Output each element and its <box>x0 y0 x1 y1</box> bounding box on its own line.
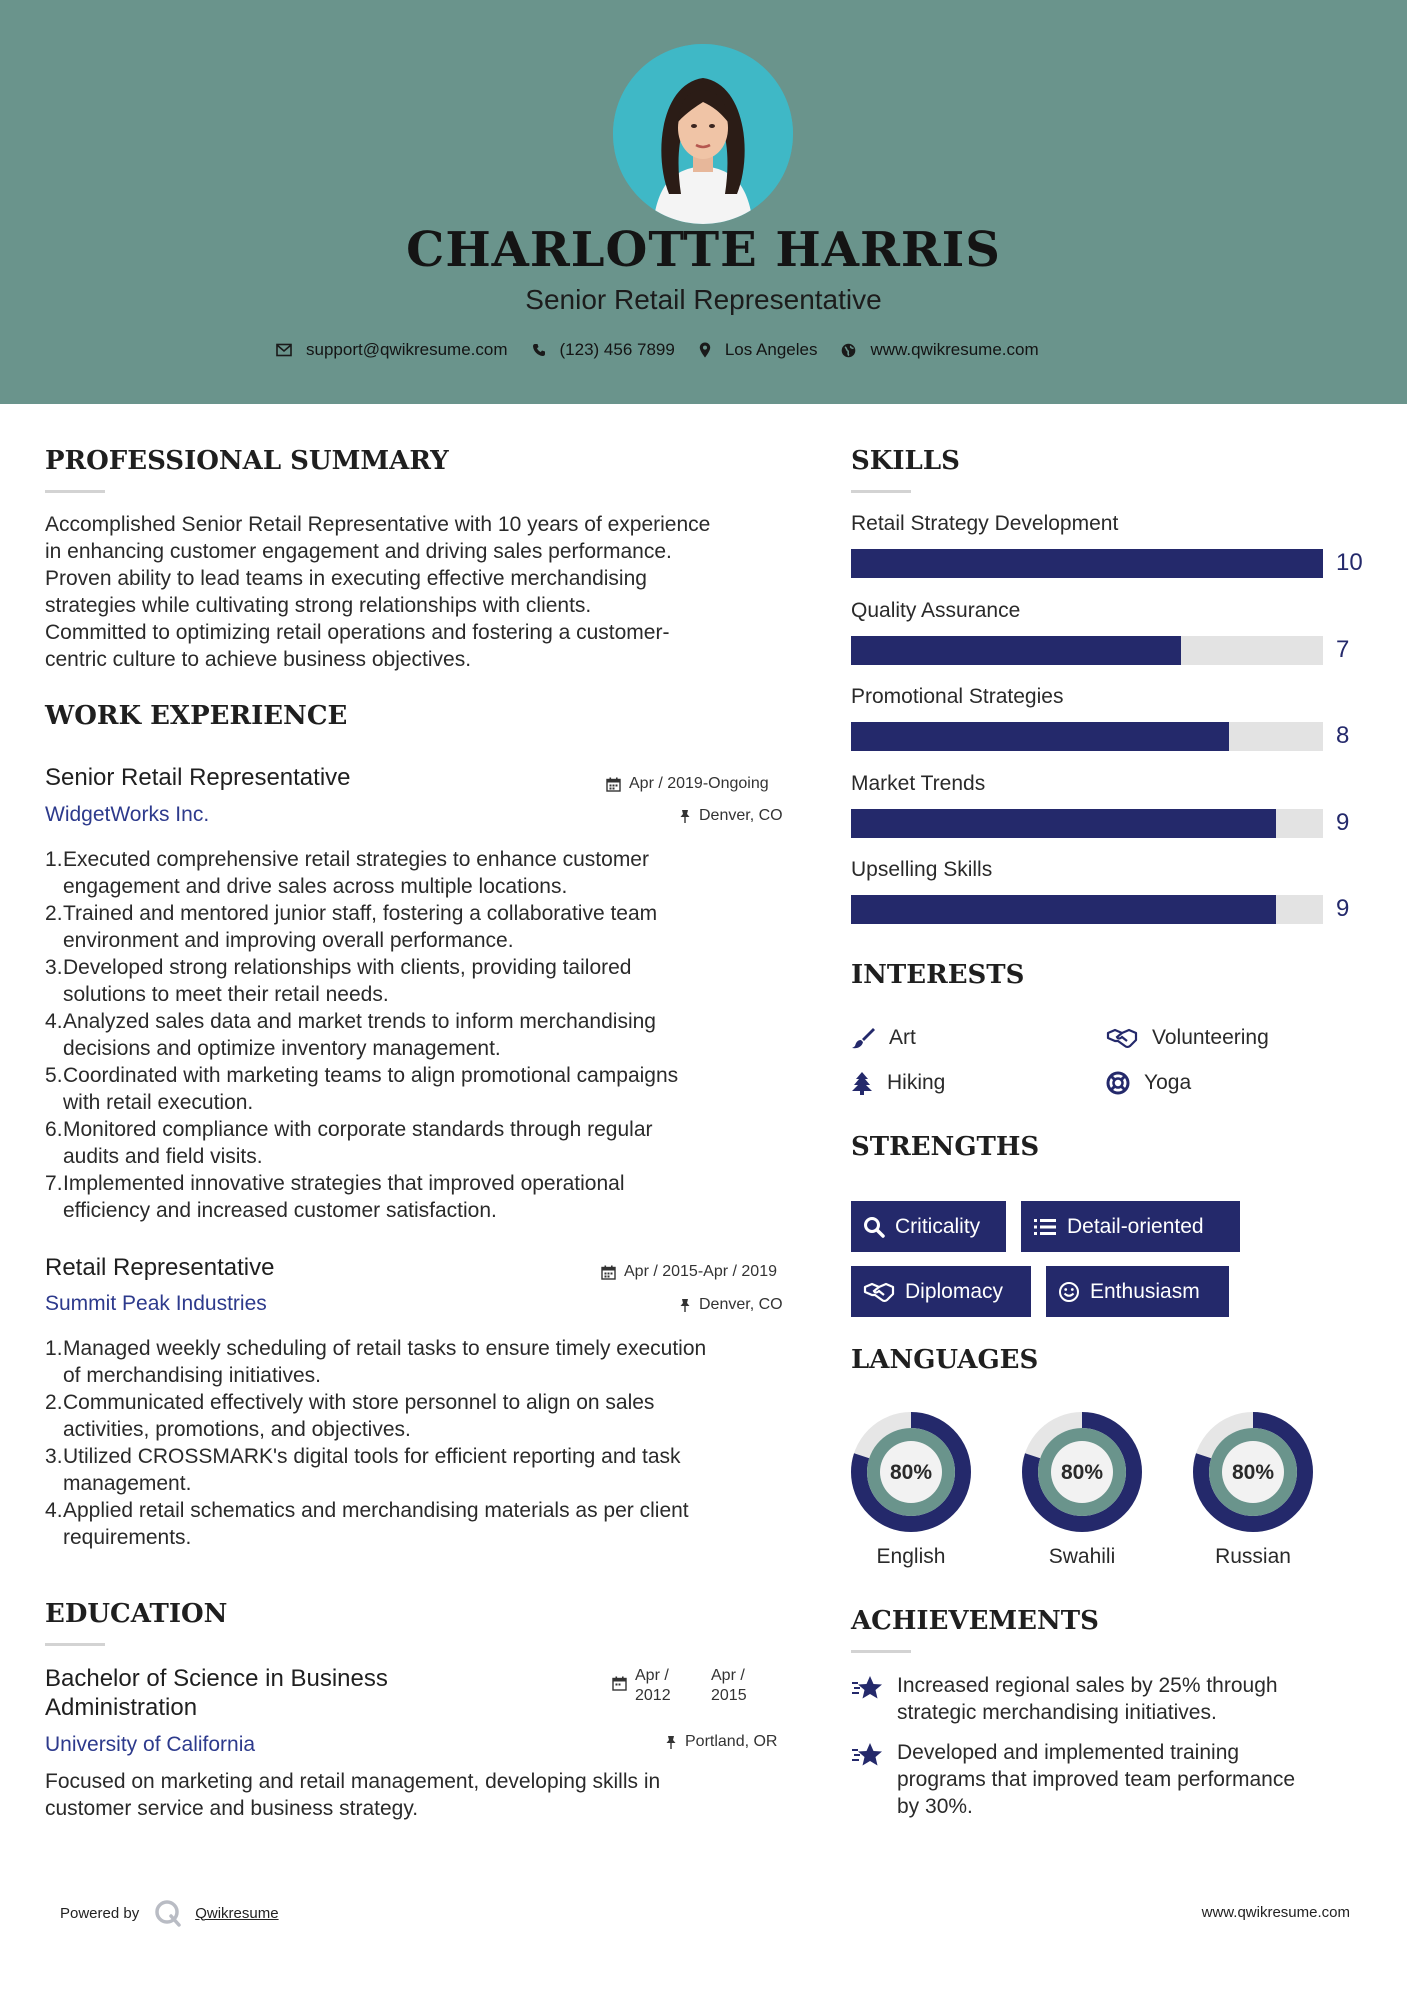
job-location-text: Denver, CO <box>699 807 783 824</box>
job-responsibilities <box>45 846 823 1224</box>
language-name: Swahili <box>1048 1545 1116 1568</box>
interest-label: Volunteering <box>1152 1026 1269 1049</box>
strength-enthusiasm <box>1046 1266 1229 1317</box>
summary-heading-underline <box>45 490 105 493</box>
profile-photo <box>613 44 793 224</box>
summary-heading: PROFESSIONAL SUMMARY <box>45 446 449 476</box>
language-progress-ring <box>1191 1410 1315 1534</box>
strength-criticality <box>851 1201 1006 1252</box>
achievement-line: by 30%. <box>897 1795 973 1818</box>
achievement-line: programs that improved team performance <box>897 1768 1296 1791</box>
list-item-line: decisions and optimize inventory management. <box>63 1037 501 1060</box>
skills-heading: SKILLS <box>851 446 960 476</box>
education-dates <box>612 1666 747 1706</box>
achievements-heading: ACHIEVEMENTS <box>851 1606 1099 1636</box>
job-title: Retail Representative <box>45 1254 275 1281</box>
achievement-line: Developed and implemented training <box>897 1741 1240 1764</box>
job-location <box>679 1296 783 1314</box>
list-item <box>63 1497 823 1551</box>
job-location <box>679 807 783 825</box>
job-responsibilities <box>45 1335 823 1551</box>
phone-text: (123) 456 7899 <box>559 340 675 359</box>
education-location <box>665 1733 777 1751</box>
list-item-line: Coordinated with marketing teams to align promotional campaigns <box>63 1064 679 1087</box>
envelope-icon <box>276 343 292 357</box>
strength-label: Diplomacy <box>905 1279 1004 1303</box>
education-location-text: Portland, OR <box>685 1733 778 1750</box>
skill-value: 9 <box>1336 895 1350 922</box>
calendar-icon <box>601 1265 616 1280</box>
calendar-icon <box>612 1676 627 1691</box>
qwikresume-logo-icon <box>153 1898 183 1928</box>
language-percent-label: 80% <box>1060 1461 1104 1484</box>
interest-hiking <box>851 1071 945 1095</box>
degree-line: Bachelor of Science in Business <box>45 1665 388 1692</box>
contact-info <box>276 336 1063 364</box>
language-percent-label: 80% <box>1231 1461 1275 1484</box>
handshake-icon <box>1106 1027 1138 1049</box>
smile-icon <box>1058 1281 1080 1303</box>
skill-bar-fill <box>851 895 1276 924</box>
achievement-line: Increased regional sales by 25% through <box>897 1674 1278 1697</box>
map-pin-icon <box>699 342 711 358</box>
degree-line: Administration <box>45 1694 198 1721</box>
interest-label: Art <box>889 1026 916 1049</box>
star-award-icon <box>851 1674 883 1702</box>
pushpin-icon <box>679 1298 691 1312</box>
website-text: www.qwikresume.com <box>870 340 1039 359</box>
education-end-year: 2015 <box>711 1687 747 1704</box>
skill-value: 9 <box>1336 808 1350 836</box>
strength-detail-oriented <box>1021 1201 1240 1252</box>
phone-icon <box>532 343 546 357</box>
skill-bar-track <box>851 895 1323 924</box>
skill-name: Market Trends <box>851 771 986 795</box>
list-item-line: Managed weekly scheduling of retail tasks to ensure timely execution <box>63 1337 707 1360</box>
skill-bar-track <box>851 549 1323 578</box>
strengths-heading: STRENGTHS <box>851 1132 1040 1162</box>
education-end-month: Apr / <box>711 1667 745 1684</box>
list-item-line: activities, promotions, and objectives. <box>63 1418 411 1441</box>
summary-line: Proven ability to lead teams in executing effective merchandising <box>45 567 647 590</box>
company-name: WidgetWorks Inc. <box>45 803 210 826</box>
skill-name: Upselling Skills <box>851 858 993 881</box>
language-name: English <box>876 1545 946 1568</box>
education-heading: EDUCATION <box>45 1599 228 1629</box>
job-dates <box>601 1263 777 1281</box>
skill-value: 7 <box>1336 635 1350 663</box>
interest-volunteering <box>1106 1026 1269 1050</box>
search-icon <box>863 1216 885 1238</box>
pushpin-icon <box>679 809 691 823</box>
handshake-icon <box>863 1281 895 1303</box>
education-description-line: Focused on marketing and retail management, developing skills in <box>45 1770 661 1793</box>
education-start-year: 2012 <box>635 1687 671 1704</box>
list-item-line: requirements. <box>63 1526 192 1549</box>
list-item-line: Trained and mentored junior staff, fostering a collaborative team <box>63 902 658 925</box>
company-name: Summit Peak Industries <box>45 1292 267 1315</box>
candidate-name: CHARLOTTE HARRIS <box>406 222 1001 278</box>
list-item <box>63 954 823 1008</box>
list-item <box>63 1062 823 1116</box>
education-start-month: Apr / <box>635 1667 669 1684</box>
skill-name: Quality Assurance <box>851 598 1021 622</box>
education-heading-underline <box>45 1643 105 1646</box>
language-name: Russian <box>1215 1545 1291 1568</box>
globe-icon <box>841 343 856 358</box>
skill-bar-fill <box>851 809 1276 838</box>
language-percent-label: 80% <box>889 1461 933 1484</box>
list-item <box>63 1443 823 1497</box>
summary-text <box>45 511 710 673</box>
interest-yoga <box>1106 1071 1191 1095</box>
education-end <box>711 1666 747 1706</box>
lifebuoy-icon <box>1106 1071 1130 1095</box>
contact-email[interactable] <box>276 340 508 360</box>
list-item-line: Utilized CROSSMARK's digital tools for efficient reporting and task <box>63 1445 681 1468</box>
list-item <box>63 900 823 954</box>
qwikresume-link[interactable]: Qwikresume <box>195 1904 279 1922</box>
list-item-line: Executed comprehensive retail strategies to enhance customer <box>63 848 649 871</box>
skill-bar-fill <box>851 722 1229 751</box>
list-item-line: management. <box>63 1472 192 1495</box>
summary-line: centric culture to achieve business objectives. <box>45 648 472 671</box>
list-item-line: Implemented innovative strategies that improved operational <box>63 1172 625 1195</box>
skill-bar-fill <box>851 636 1181 665</box>
skill-bar-track <box>851 636 1323 665</box>
list-item-line: Monitored compliance with corporate standards through regular <box>63 1118 653 1141</box>
job-dates-text: Apr / 2015-Apr / 2019 <box>624 1263 777 1280</box>
list-item-line: environment and improving overall performance. <box>63 929 514 952</box>
achievements-heading-underline <box>851 1650 911 1653</box>
list-item <box>63 846 823 900</box>
list-item <box>63 1335 823 1389</box>
contact-location <box>699 340 818 360</box>
footer-powered-by <box>60 1898 279 1928</box>
achievement-item <box>851 1672 1278 1726</box>
summary-line: strategies while cultivating strong relationships with clients. <box>45 594 592 617</box>
summary-line: Committed to optimizing retail operations and fostering a customer- <box>45 621 670 644</box>
list-item <box>63 1170 823 1224</box>
powered-by-text: Powered by <box>60 1904 140 1922</box>
strength-diplomacy <box>851 1266 1031 1317</box>
job-dates-text: Apr / 2019-Ongoing <box>629 775 769 792</box>
strength-label: Enthusiasm <box>1090 1279 1200 1303</box>
experience-heading: WORK EXPERIENCE <box>45 701 348 731</box>
footer-website[interactable]: www.qwikresume.com <box>1201 1904 1350 1921</box>
job-dates <box>606 775 769 793</box>
resume-header <box>0 0 1407 404</box>
skill-value: 8 <box>1336 722 1350 749</box>
list-item <box>63 1008 823 1062</box>
star-award-icon <box>851 1741 883 1769</box>
calendar-icon <box>606 777 621 792</box>
list-item-line: Applied retail schematics and merchandising materials as per client <box>63 1499 689 1522</box>
skill-bar-track <box>851 722 1323 751</box>
portrait-icon <box>613 44 793 224</box>
list-item-line: of merchandising initiatives. <box>63 1364 321 1387</box>
strength-label: Criticality <box>895 1214 981 1238</box>
education-description-line: customer service and business strategy. <box>45 1797 419 1820</box>
language-progress-ring <box>1020 1410 1144 1534</box>
education-start <box>635 1666 693 1706</box>
paintbrush-icon <box>851 1026 875 1050</box>
job-location-text: Denver, CO <box>699 1296 783 1313</box>
interest-art <box>851 1026 916 1050</box>
skill-value: 10 <box>1336 549 1363 576</box>
skill-name: Promotional Strategies <box>851 685 1064 708</box>
list-item-line: Communicated effectively with store personnel to align on sales <box>63 1391 655 1414</box>
tree-icon <box>851 1071 873 1095</box>
summary-line: Accomplished Senior Retail Representative with 10 years of experience <box>45 513 711 536</box>
list-item-line: efficiency and increased customer satisfaction. <box>63 1199 497 1222</box>
email-text: support@qwikresume.com <box>306 340 508 359</box>
achievement-text <box>897 1672 1278 1726</box>
summary-line: in enhancing customer engagement and driving sales performance. <box>45 540 672 563</box>
interests-heading: INTERESTS <box>851 960 1025 990</box>
education-description <box>45 1768 660 1822</box>
list-item-line: audits and field visits. <box>63 1145 263 1168</box>
languages-heading: LANGUAGES <box>851 1345 1039 1375</box>
interest-label: Hiking <box>887 1071 946 1094</box>
list-item <box>63 1116 823 1170</box>
achievement-item <box>851 1739 1295 1820</box>
language-progress-ring <box>849 1410 973 1534</box>
pushpin-icon <box>665 1735 677 1749</box>
list-icon <box>1033 1217 1057 1237</box>
achievement-text <box>897 1739 1295 1820</box>
school-name: University of California <box>45 1733 256 1756</box>
list-item-line: Analyzed sales data and market trends to inform merchandising <box>63 1010 656 1033</box>
list-item-line: engagement and drive sales across multiple locations. <box>63 875 568 898</box>
list-item-line: with retail execution. <box>63 1091 254 1114</box>
skills-heading-underline <box>851 490 911 493</box>
list-item-line: Developed strong relationships with clients, providing tailored <box>63 956 632 979</box>
list-item <box>63 1389 823 1443</box>
list-item-line: solutions to meet their retail needs. <box>63 983 389 1006</box>
skill-bar-fill <box>851 549 1323 578</box>
degree-title <box>45 1664 388 1722</box>
skill-name: Retail Strategy Development <box>851 512 1119 535</box>
skill-bar-track <box>851 809 1323 838</box>
achievement-line: strategic merchandising initiatives. <box>897 1701 1217 1724</box>
strength-label: Detail-oriented <box>1067 1214 1204 1238</box>
interest-label: Yoga <box>1144 1071 1192 1094</box>
candidate-title: Senior Retail Representative <box>525 284 882 315</box>
location-text: Los Angeles <box>724 340 818 359</box>
contact-phone[interactable] <box>532 340 675 360</box>
job-title: Senior Retail Representative <box>45 764 351 791</box>
contact-website[interactable] <box>841 340 1038 360</box>
